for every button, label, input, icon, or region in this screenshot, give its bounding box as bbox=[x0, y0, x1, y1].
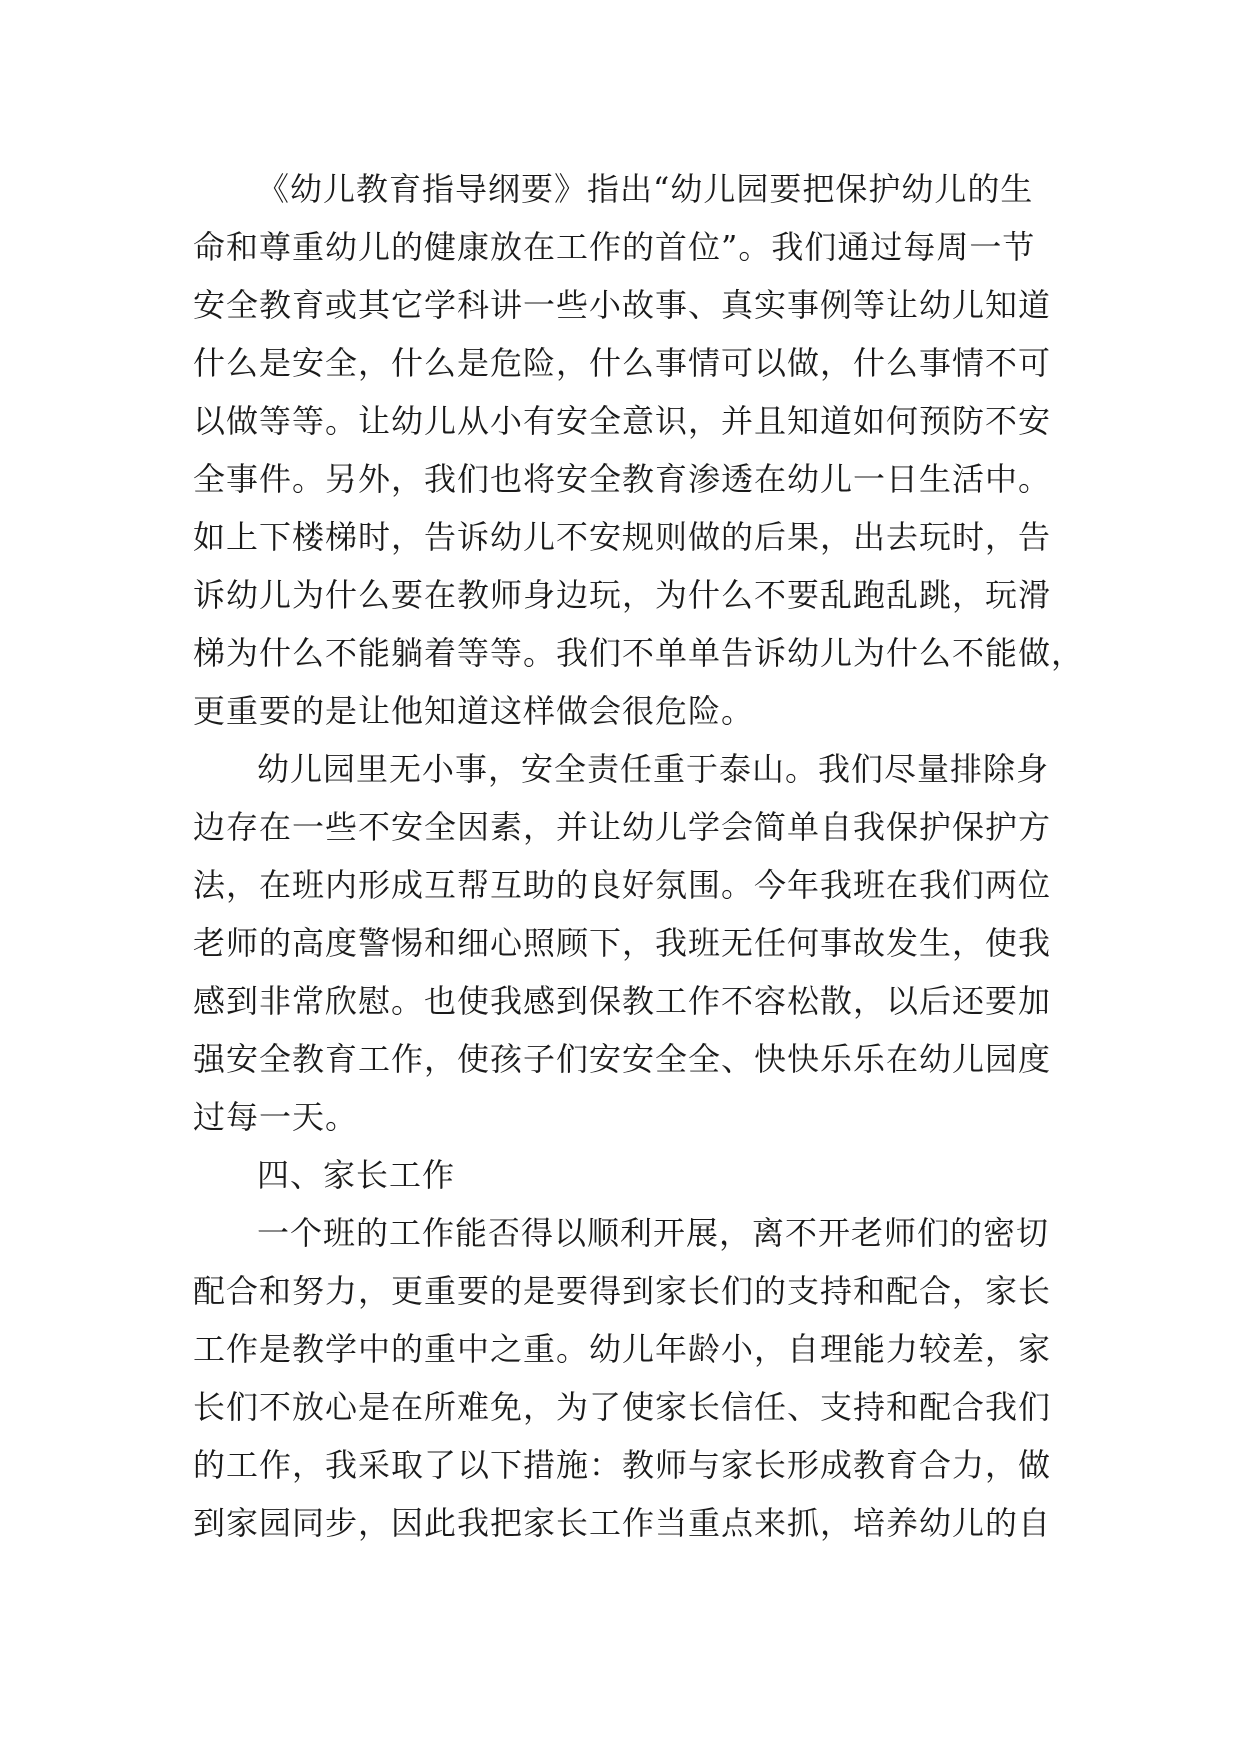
text-line: 配合和努力，更重要的是要得到家长们的支持和配合，家长 bbox=[193, 1272, 1052, 1310]
text-line: 诉幼儿为什么要在教师身边玩，为什么不要乱跑乱跳，玩滑 bbox=[193, 576, 1052, 614]
text-line: 法，在班内形成互帮互助的良好氛围。今年我班在我们两位 bbox=[193, 866, 1052, 904]
text-line: 的工作，我采取了以下措施：教师与家长形成教育合力，做 bbox=[193, 1446, 1052, 1484]
document-body bbox=[193, 160, 1085, 1552]
text-line: 幼儿园里无小事，安全责任重于泰山。我们尽量排除身 bbox=[257, 750, 1050, 788]
text-line: 什么是安全，什么是危险，什么事情可以做，什么事情不可 bbox=[193, 344, 1052, 382]
text-line: 梯为什么不能躺着等等。我们不单单告诉幼儿为什么不能做， bbox=[193, 634, 1085, 672]
text-line: 感到非常欣慰。也使我感到保教工作不容松散，以后还要加 bbox=[193, 982, 1052, 1020]
section-heading: 四、家长工作 bbox=[257, 1156, 456, 1194]
text-line: 一个班的工作能否得以顺利开展，离不开老师们的密切 bbox=[257, 1214, 1050, 1252]
text-line: 工作是教学中的重中之重。幼儿年龄小，自理能力较差，家 bbox=[193, 1330, 1052, 1368]
text-line: 全事件。另外，我们也将安全教育渗透在幼儿一日生活中。 bbox=[193, 460, 1052, 498]
text-line: 命和尊重幼儿的健康放在工作的首位”。我们通过每周一节 bbox=[193, 228, 1036, 266]
text-line: 安全教育或其它学科讲一些小故事、真实事例等让幼儿知道 bbox=[193, 286, 1052, 324]
text-line: 边存在一些不安全因素，并让幼儿学会简单自我保护保护方 bbox=[193, 808, 1052, 846]
text-line: 以做等等。让幼儿从小有安全意识，并且知道如何预防不安 bbox=[193, 402, 1052, 440]
text-line: 老师的高度警惕和细心照顾下，我班无任何事故发生，使我 bbox=[193, 924, 1052, 962]
text-line: 强安全教育工作，使孩子们安安全全、快快乐乐在幼儿园度 bbox=[193, 1040, 1052, 1078]
text-line: 长们不放心是在所难免，为了使家长信任、支持和配合我们 bbox=[193, 1388, 1052, 1426]
text-line: 如上下楼梯时，告诉幼儿不安规则做的后果，出去玩时，告 bbox=[193, 518, 1052, 556]
text-line: 到家园同步，因此我把家长工作当重点来抓，培养幼儿的自 bbox=[193, 1504, 1052, 1542]
text-line: 过每一天。 bbox=[193, 1098, 359, 1136]
text-line: 《幼儿教育指导纲要》指出“幼儿园要把保护幼儿的生 bbox=[257, 170, 1034, 208]
text-line: 更重要的是让他知道这样做会很危险。 bbox=[193, 692, 755, 730]
